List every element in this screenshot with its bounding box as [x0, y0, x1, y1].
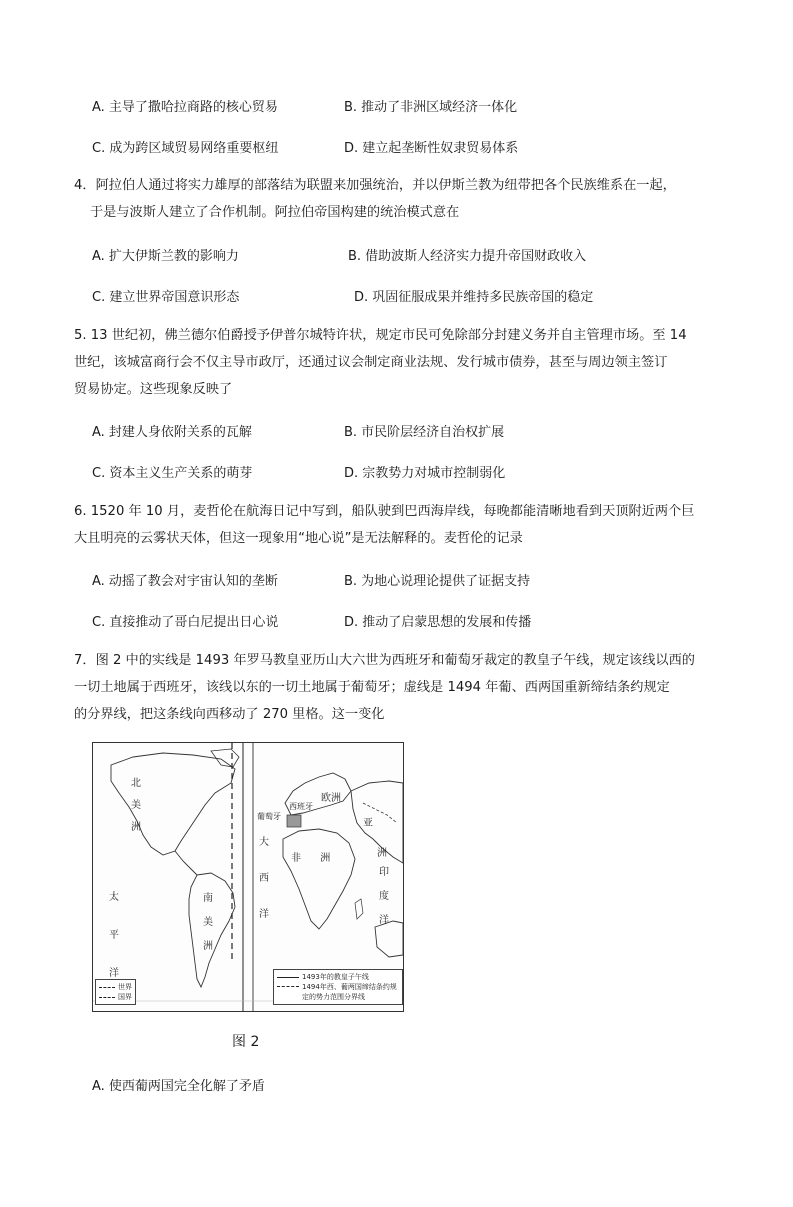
q6-line-1: 6. 1520 年 10 月，麦哲伦在航海日记中写到，船队驶到巴西海岸线，每晚都能清晰地看到天顶附近两个巨 [74, 504, 695, 519]
q4-line-2: 于是与波斯人建立了合作机制。阿拉伯帝国构建的统治模式意在 [90, 205, 460, 220]
q5-option-b: B. 市民阶层经济自治权扩展 [344, 425, 505, 440]
label-pacific-ocean: 太 平 洋 [109, 892, 119, 979]
q4-line-1: 4．阿拉伯人通过将实力雄厚的部落结为联盟来加强统治，并以伊斯兰教为纽带把各个民族维系在一起， [74, 178, 676, 193]
q5-line-3: 贸易协定。这些现象反映了 [74, 382, 233, 397]
legend-left [95, 979, 136, 1005]
legend-meridian-line [277, 977, 299, 978]
q3-option-b: B. 推动了非洲区域经济一体化 [344, 100, 518, 115]
q7-line-3: 的分界线，把这条线向西移动了 270 里格。这一变化 [74, 707, 385, 722]
label-north-america: 北 美 洲 [131, 778, 141, 833]
map-figure [92, 742, 404, 1012]
q4-option-a: A. 扩大伊斯兰教的影响力 [92, 249, 239, 264]
label-atlantic-ocean: 大 西 洋 [259, 837, 269, 920]
label-europe: 欧洲 [321, 793, 341, 804]
q7-option-a: A. 使西葡两国完全化解了矛盾 [92, 1079, 265, 1094]
q4-stem [74, 172, 724, 226]
q4-option-b: B. 借助波斯人经济实力提升帝国财政收入 [348, 249, 587, 264]
q6-option-b: B. 为地心说理论提供了证据支持 [344, 574, 531, 589]
legend-treaty-line [277, 986, 299, 987]
q5-option-c: C. 资本主义生产关系的萌芽 [92, 466, 253, 481]
q4-option-d: D. 巩固征服成果并维持多民族帝国的稳定 [354, 290, 594, 305]
q6-stem [74, 498, 724, 552]
q5-option-d: D. 宗教势力对城市控制弱化 [344, 466, 506, 481]
legend-right [273, 969, 403, 1005]
legend-treaty-label: 1494年西、葡两国缔结条约规定的势力范围分界线 [302, 983, 397, 1001]
q6-option-a: A. 动摇了教会对宇宙认知的垄断 [92, 574, 278, 589]
label-portugal: 葡萄牙 [257, 812, 281, 821]
q5-option-a: A. 封建人身依附关系的瓦解 [92, 425, 252, 440]
q7-stem [74, 647, 724, 728]
africa-shape [283, 829, 355, 929]
label-south-america: 南 美 洲 [203, 893, 213, 952]
q4-option-c: C. 建立世界帝国意识形态 [92, 290, 240, 305]
q6-line-2: 大且明亮的云雾状天体，但这一现象用“地心说”是无法解释的。麦哲伦的记录 [74, 531, 523, 546]
q5-line-2: 世纪，该城富商行会不仅主导市政厅，还通过议会制定商业法规、发行城市债券，甚至与周边领主签订 [74, 355, 668, 370]
q6-option-c: C. 直接推动了哥白尼提出日心说 [92, 615, 279, 630]
figure-caption: 图 2 [232, 1034, 260, 1050]
label-spain: 西班牙 [289, 802, 313, 811]
north-america-shape [111, 753, 235, 855]
label-indian-ocean: 印 度 洋 [379, 867, 389, 926]
q3-option-d: D. 建立起垄断性奴隶贸易体系 [344, 141, 519, 156]
legend-border-line [99, 997, 115, 998]
legend-border-label: 国界 [118, 993, 132, 1001]
q7-line-1: 7．图 2 中的实线是 1493 年罗马教皇亚历山大六世为西班牙和葡萄牙裁定的教皇子午线，规定该线以西的 [74, 653, 695, 668]
q3-option-c: C. 成为跨区域贸易网络重要枢纽 [92, 141, 279, 156]
q5-stem [74, 322, 724, 403]
legend-meridian-label: 1493年的教皇子午线 [302, 973, 369, 981]
q6-option-d: D. 推动了启蒙思想的发展和传播 [344, 615, 532, 630]
label-asia: 亚 洲 [363, 818, 387, 859]
q3-option-a: A. 主导了撒哈拉商路的核心贸易 [92, 100, 278, 115]
label-africa: 非 洲 [291, 853, 331, 864]
q7-line-2: 一切土地属于西班牙，该线以东的一切土地属于葡萄牙；虚线是 1494 年葡、西两国重新缔结条约规定 [74, 680, 670, 695]
legend-world-label: 世界 [118, 983, 132, 991]
legend-world-line [99, 987, 115, 988]
q5-line-1: 5. 13 世纪初，佛兰德尔伯爵授予伊普尔城特许状，规定市民可免除部分封建义务并自主管理市场。至 14 [74, 328, 687, 343]
